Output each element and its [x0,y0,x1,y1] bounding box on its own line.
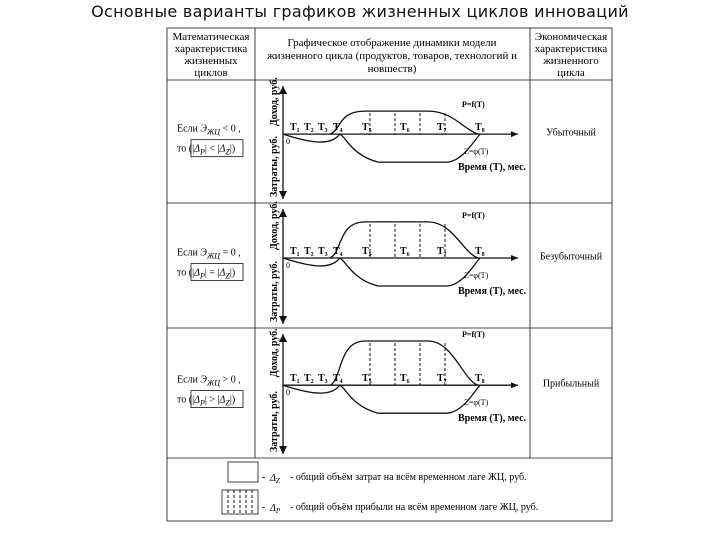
period-label: T₄ [333,246,343,257]
legend-costs-text: - общий объём затрат на всём временном лаге ЖЦ, руб. [290,472,527,483]
header-col3-line: жизненного [543,55,599,67]
time-axis-label: Время (T), мес. [458,413,527,425]
costs-axis-label: Затраты, руб. [269,136,280,197]
period-label: T₄ [333,122,343,134]
cost-curve-label: Z=φ(T) [464,398,489,408]
cost-curve [283,385,480,413]
time-axis-label: Время (T), мес. [458,162,527,174]
economic-result-label: Убыточный [546,127,596,139]
period-label: T₂ [304,373,314,385]
header-col1-line: циклов [194,67,228,79]
economic-result-label: Прибыльный [542,378,600,390]
cost-curve [283,258,480,286]
rows-group [177,77,603,454]
y-axis-arrow-up [279,209,287,217]
header-col1-line: жизненных [184,55,238,67]
period-label: T₁ [290,122,300,134]
period-label: T₇ [437,246,447,257]
period-label: T₅ [362,373,372,385]
legend-profit-text: - общий объём прибыли на всём временном лаге ЖЦ, руб. [290,502,539,513]
income-axis-label: Доход, руб. [269,77,280,127]
header-col1-line: Математическая [172,31,250,43]
header-col2-line: жизненного цикла (продуктов, товаров, технологий и [267,50,517,62]
cost-curve-label: Z=φ(T) [464,271,489,280]
period-label: T₆ [400,122,410,134]
page-title: Основные варианты графиков жизненных циклов инноваций [91,2,629,21]
legend-costs-symbol: $\Delta_Z$ [270,473,280,485]
legend-profit-symbol: $\Delta_P$ [270,503,281,515]
condition-consequence: то $(|\Delta_P| = |\Delta_Z|)$ [177,267,236,281]
legend [222,462,538,515]
period-label: T₇ [437,373,447,385]
period-label: T₈ [475,122,485,134]
period-label: T₁ [290,246,300,257]
lifecycle-row [177,328,600,454]
profit-curve-label: P=f(T) [462,100,485,110]
period-label: T₆ [400,373,410,385]
costs-axis-label: Затраты, руб. [269,391,280,452]
costs-axis-label: Затраты, руб. [269,261,280,322]
header-col2-line: Графическое отображение динамики модели [287,37,497,49]
profit-curve-label: P=f(T) [462,330,485,339]
header-col2-line: новшеств) [367,63,417,75]
origin-label: 0 [286,388,290,398]
period-label: T₆ [400,246,410,257]
legend-costs-swatch [228,462,258,482]
header-col3-line: характеристика [534,43,608,55]
cost-curve [283,134,480,162]
period-label: T₃ [318,122,328,134]
condition-consequence: то $(|\Delta_P| > |\Delta_Z|)$ [177,394,236,408]
period-label: T₂ [304,122,314,134]
y-axis-arrow-down [279,316,287,324]
period-label: T₅ [362,246,372,257]
period-label: T₄ [333,373,343,385]
period-label: T₈ [475,373,485,385]
condition-formula: Если $Э_{ЖЦ} = 0$ , [177,247,241,261]
lifecycle-row [177,201,603,324]
header-col1-line: характеристика [174,43,248,55]
header-col2 [266,37,517,75]
condition-formula: Если $Э_{ЖЦ} > 0$ , [177,374,241,388]
origin-label: 0 [286,261,290,270]
condition-consequence: то $(|\Delta_P| < |\Delta_Z|)$ [177,143,236,157]
y-axis-arrow-up [279,86,287,94]
cost-curve-label: Z=φ(T) [464,147,489,157]
x-axis-arrow [511,255,518,261]
period-label: T₇ [437,122,447,134]
header-col3-line: Экономическая [534,31,608,43]
header-col1 [173,31,250,79]
y-axis-arrow-down [279,446,287,454]
condition-formula: Если $Э_{ЖЦ} < 0$ , [177,123,241,137]
period-label: T₂ [304,246,314,257]
legend-profit-dash: - [262,502,266,513]
period-label: T₈ [475,246,485,257]
y-axis-arrow-up [279,334,287,342]
lifecycle-row [177,77,596,199]
origin-label: 0 [286,137,290,147]
income-axis-label: Доход, руб. [269,328,280,378]
time-axis-label: Время (T), мес. [458,286,527,297]
economic-result-label: Безубыточный [539,251,603,263]
period-label: T₃ [318,373,328,385]
x-axis-arrow [511,382,518,388]
header-col3-line: цикла [557,67,585,79]
income-axis-label: Доход, руб. [269,201,280,250]
profit-curve-label: P=f(T) [462,210,485,220]
x-axis-arrow [511,131,518,137]
legend-costs-dash: - [262,472,266,483]
y-axis-arrow-down [279,191,287,199]
period-label: T₃ [318,246,328,257]
period-label: T₁ [290,373,300,385]
period-label: T₅ [362,122,372,134]
header-col3 [535,31,608,79]
